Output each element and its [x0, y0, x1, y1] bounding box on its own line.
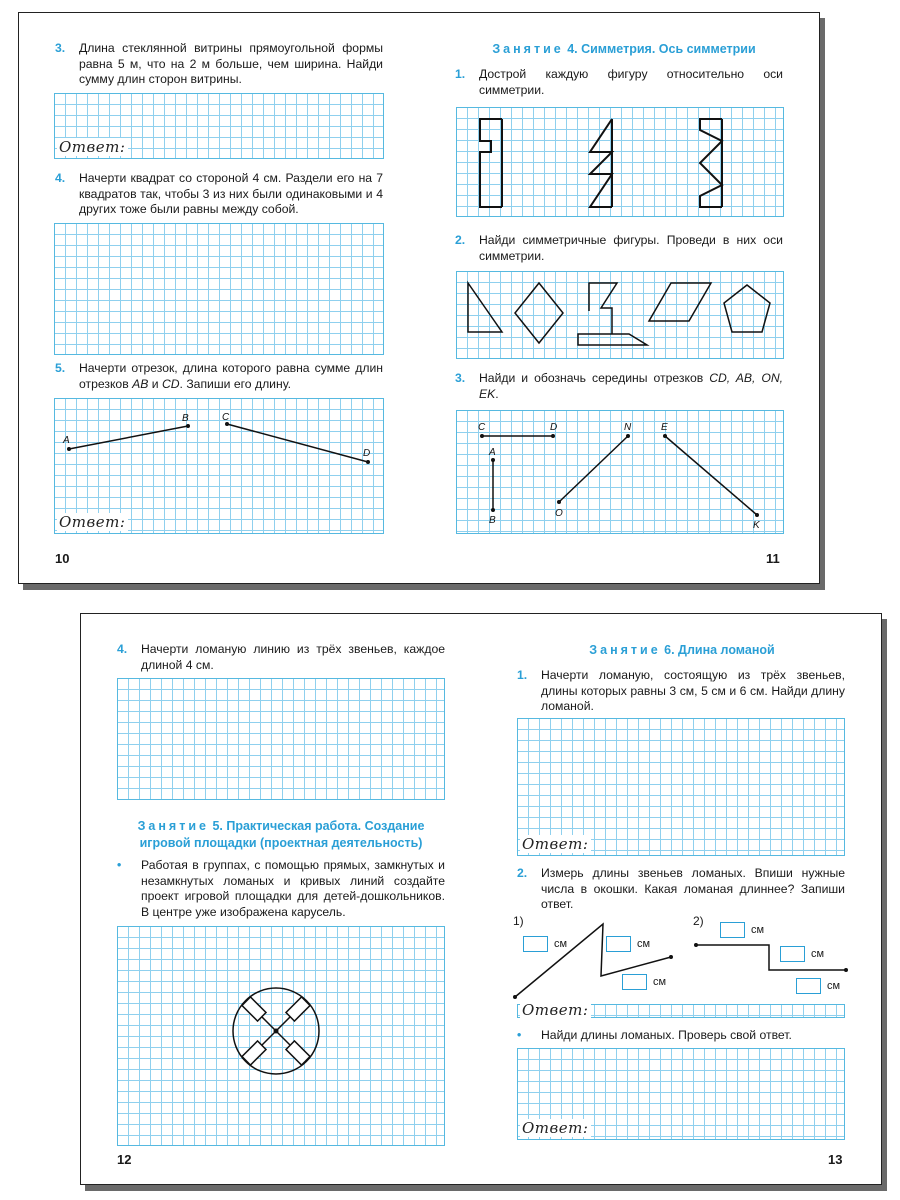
page-number-13: 13	[828, 1152, 843, 1167]
symmetry-grid[interactable]	[456, 107, 784, 217]
answer-label: Ответ:	[57, 513, 128, 531]
task-number: 3.	[455, 371, 466, 385]
unit-label: см	[811, 948, 825, 960]
task-text: Найди длины ломаных. Проверь свой ответ.	[541, 1028, 792, 1042]
polyline-2-start	[694, 943, 698, 947]
task-text: Работая в группах, с помощью прямых, замкнутых и незамкнутых ломаных и кривых линий создайте проект игровой площадки для детей-дошкольников. В центре уже изображена карусель.	[141, 858, 445, 919]
lesson-6-title	[517, 642, 847, 659]
task-1-symmetry	[455, 67, 783, 98]
task-2-measure	[517, 866, 845, 913]
unit-label: см	[827, 980, 841, 992]
bullet-marker: •	[517, 1028, 522, 1042]
playground-grid[interactable]	[117, 926, 445, 1146]
top-spread	[18, 12, 820, 584]
polyline-1	[515, 924, 671, 997]
point-k-label: K	[753, 520, 760, 531]
task-4	[55, 171, 383, 218]
shapes-drawing	[457, 272, 785, 360]
rhombus-shape	[515, 283, 563, 343]
task-3-midpoints	[455, 371, 783, 402]
task-2-find-symmetric	[455, 233, 783, 264]
carousel-drawing	[118, 927, 446, 1147]
task-text-part: .	[495, 386, 499, 401]
figure-half-1	[480, 119, 502, 207]
task-text: Начерти квадрат со стороной 4 см. Раздели его на 7 квадратов так, чтобы 3 из них были одинаковыми и 4 других тоже были равны между собой.	[79, 171, 383, 216]
segment-cd	[227, 424, 371, 462]
lesson-4-title	[459, 41, 789, 58]
polyline-1-end	[669, 955, 673, 959]
task-text-part: Начерти отрезок, длина которого равна сумме длин отрезков	[79, 361, 383, 391]
segment-ab-label: AB	[132, 376, 149, 391]
point-d-label: D	[550, 422, 558, 433]
length-input-box[interactable]	[606, 936, 631, 952]
task-number: 1.	[455, 67, 466, 81]
task-4-polyline	[117, 642, 445, 673]
lesson-word: Занятие	[589, 643, 661, 657]
task-text: Измерь длины звеньев ломаных. Впиши нужные числа в окошки. Какая ломаная длиннее? Запиши ответ.	[541, 866, 845, 911]
segment-ek	[665, 436, 757, 515]
point-c	[480, 434, 484, 438]
page-number-12: 12	[117, 1152, 132, 1167]
point-k	[755, 513, 759, 517]
segment-ab	[69, 426, 188, 449]
lesson-5-title	[117, 818, 445, 852]
point-d	[366, 460, 370, 464]
bottom-spread	[80, 613, 882, 1185]
point-d-label: D	[363, 448, 371, 459]
page-number-10: 10	[55, 551, 70, 566]
length-input-box[interactable]	[523, 936, 548, 952]
arrow-shape	[589, 283, 617, 334]
answer-label: Ответ:	[520, 1119, 591, 1137]
task-number: 4.	[55, 171, 66, 185]
measure-figures	[501, 912, 851, 1004]
point-a	[67, 447, 71, 451]
task-text-part: . Запиши его длину.	[179, 376, 291, 391]
length-input-box[interactable]	[796, 978, 821, 994]
point-a-label: A	[489, 447, 496, 458]
bullet-task-lengths	[517, 1028, 845, 1044]
midpoints-grid[interactable]	[456, 410, 784, 534]
point-b	[491, 508, 495, 512]
bullet-marker: •	[117, 858, 122, 872]
point-o	[557, 500, 561, 504]
point-c-label: C	[222, 412, 230, 423]
task-number: 2.	[455, 233, 466, 247]
polyline-1-start	[513, 995, 517, 999]
point-n	[626, 434, 630, 438]
task-number: 2.	[517, 866, 528, 880]
point-c-label: C	[478, 422, 486, 433]
carousel-icon	[233, 988, 319, 1074]
task-text	[79, 361, 383, 392]
task-text-part: и	[148, 376, 162, 391]
symmetry-figures	[457, 108, 785, 218]
task-text	[479, 371, 783, 402]
length-input-box[interactable]	[780, 946, 805, 962]
midpoints-drawing	[457, 411, 785, 535]
point-b-label: B	[489, 515, 496, 526]
unit-label: см	[554, 938, 568, 950]
answer-label: Ответ:	[520, 835, 591, 853]
figure-half-3	[700, 119, 722, 207]
task-text: Длина стеклянной витрины прямоугольной формы равна 5 м, что на 2 м больше, чем ширина. Найди сумму длин сторон витрины.	[79, 41, 383, 86]
point-o-label: O	[555, 508, 563, 519]
point-d	[551, 434, 555, 438]
length-input-box[interactable]	[622, 974, 647, 990]
point-e	[663, 434, 667, 438]
point-n-label: N	[624, 422, 632, 433]
task-text: Найди симметричные фигуры. Проведи в них оси симметрии.	[479, 233, 783, 263]
drawing-grid-task4[interactable]	[54, 223, 384, 355]
lesson-title-line1: 5. Практическая работа. Создание	[212, 819, 425, 833]
segment-on	[559, 436, 628, 502]
task-number: 5.	[55, 361, 66, 375]
task-text: Начерти ломаную, состоящую из трёх звеньев, длины которых равны 3 см, 5 см и 6 см. Найди длину ломаной.	[541, 668, 845, 713]
lesson-word: Занятие	[137, 819, 209, 833]
polyline-length-grid[interactable]	[517, 718, 845, 856]
pentagon-shape	[724, 285, 770, 332]
answer-grid-task3[interactable]	[54, 93, 384, 159]
figure-half-2	[590, 119, 612, 207]
polyline-grid[interactable]	[117, 678, 445, 800]
unit-label: см	[751, 924, 765, 936]
figure-1-label: 1)	[513, 914, 524, 928]
polyline-2-end	[844, 968, 848, 972]
task-text: Дострой каждую фигуру относительно оси симметрии.	[479, 67, 783, 97]
triangle-shape	[468, 283, 502, 332]
shapes-grid[interactable]	[456, 271, 784, 359]
playground-task	[117, 858, 445, 920]
answer-strip-task2[interactable]	[517, 1001, 845, 1019]
lesson-title-text: 4. Симметрия. Ось симметрии	[567, 42, 756, 56]
answer-label: Ответ:	[520, 1001, 591, 1019]
point-a-label: A	[63, 435, 70, 446]
task-text-part: Найди и обозначь середины отрезков	[479, 371, 710, 385]
segments-list: CD, AB, ON, EK	[479, 371, 784, 401]
parallelogram-shape	[649, 283, 711, 321]
page-number-11: 11	[766, 551, 780, 566]
point-b-label: B	[182, 413, 189, 424]
trapezoid-shape	[578, 334, 647, 345]
answer-label: Ответ:	[57, 138, 128, 156]
lengths-answer-grid[interactable]	[517, 1048, 845, 1140]
task-text: Начерти ломаную линию из трёх звеньев, каждое длиной 4 см.	[141, 642, 445, 672]
task-number: 3.	[55, 41, 66, 55]
task-3	[55, 41, 383, 88]
task-number: 1.	[517, 668, 528, 682]
figure-2-label: 2)	[693, 914, 704, 928]
task-number: 4.	[117, 642, 128, 656]
unit-label: см	[653, 976, 667, 988]
unit-label: см	[637, 938, 651, 950]
task-1-polyline-length	[517, 668, 845, 715]
lesson-word: Занятие	[492, 42, 564, 56]
segments-grid-task5[interactable]	[54, 398, 384, 534]
lesson-title-text: 6. Длина ломаной	[664, 643, 775, 657]
task-5	[55, 361, 383, 392]
segment-cd-label: CD	[161, 376, 180, 391]
point-b	[186, 424, 190, 428]
length-input-box[interactable]	[720, 922, 745, 938]
point-a	[491, 458, 495, 462]
lesson-title-line2: игровой площадки (проектная деятельность)	[139, 836, 423, 850]
point-e-label: E	[661, 422, 668, 433]
